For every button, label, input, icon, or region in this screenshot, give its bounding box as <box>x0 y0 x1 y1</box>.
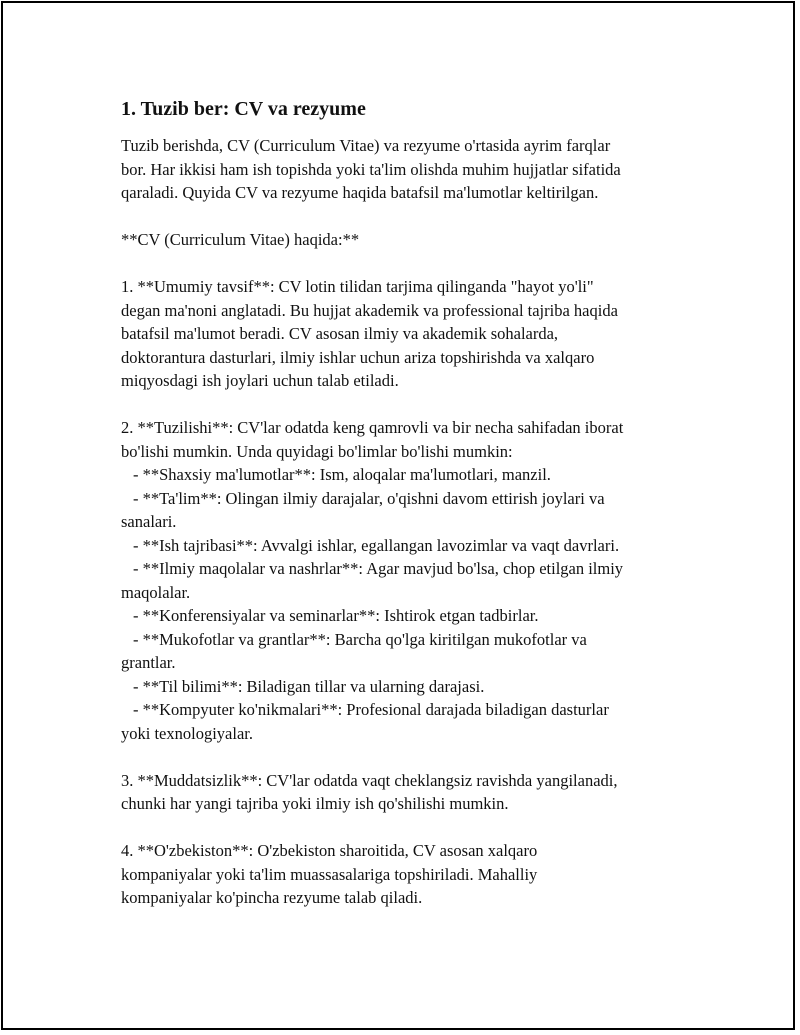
sub-item-line: - **Til bilimi**: Biladigan tillar va ularning darajasi. <box>133 676 485 696</box>
text-line: batafsil ma'lumot beradi. CV asosan ilmiy va akademik sohalarda, <box>121 324 559 343</box>
text-line: kompaniyalar ko'pincha rezyume talab qiladi. <box>121 888 423 907</box>
item-3-paragraph <box>121 769 701 816</box>
document-heading: 1. Tuzib ber: CV va rezyume <box>121 98 366 120</box>
sub-item-line: - **Kompyuter ko'nikmalari**: Profesional darajada biladigan dasturlar <box>133 700 609 719</box>
text-line: Tuzib berishda, CV (Curriculum Vitae) va rezyume o'rtasida ayrim farqlar <box>121 136 611 155</box>
sub-item-line: - **Konferensiyalar va seminarlar**: Ishtirok etgan tadbirlar. <box>133 606 539 625</box>
text-line: doktorantura dasturlari, ilmiy ishlar uchun ariza topshirishda va xalqaro <box>121 347 595 367</box>
text-line: 4. **O'zbekiston**: O'zbekiston sharoitida, CV asosan xalqaro <box>121 841 538 860</box>
text-line: bo'lishi mumkin. Unda quyidagi bo'limlar bo'lishi mumkin: <box>121 441 513 461</box>
text-line: 3. **Muddatsizlik**: CV'lar odatda vaqt cheklangsiz ravishda yangilanadi, <box>121 770 618 790</box>
text-line: chunki har yangi tajriba yoki ilmiy ish qo'shilishi mumkin. <box>121 794 509 813</box>
sub-item-line: - **Shaxsiy ma'lumotlar**: Ism, aloqalar ma'lumotlari, manzil. <box>133 465 551 484</box>
sub-item-line: - **Ilmiy maqolalar va nashrlar**: Agar mavjud bo'lsa, chop etilgan ilmiy <box>133 559 624 578</box>
sub-item-line: - **Mukofotlar va grantlar**: Barcha qo'lga kiritilgan mukofotlar va <box>133 629 587 649</box>
item-1-paragraph <box>121 275 701 393</box>
item-4-paragraph <box>121 839 701 910</box>
intro-paragraph <box>121 134 701 205</box>
sub-item-continuation: grantlar. <box>121 653 176 672</box>
text-line: kompaniyalar yoki ta'lim muassasalariga topshiriladi. Mahalliy <box>121 864 538 884</box>
text-line: 1. **Umumiy tavsif**: CV lotin tilidan tarjima qilinganda "hayot yo'li" <box>121 277 594 296</box>
text-line: miqyosdagi ish joylari uchun talab etiladi. <box>121 371 399 390</box>
sub-item-continuation: maqolalar. <box>121 582 191 602</box>
sub-item-continuation: yoki texnologiyalar. <box>121 723 253 743</box>
item-2-paragraph <box>121 416 701 745</box>
text-line: qaraladi. Quyida CV va rezyume haqida batafsil ma'lumotlar keltirilgan. <box>121 183 599 202</box>
sub-item-line: - **Ish tajribasi**: Avvalgi ishlar, egallangan lavozimlar va vaqt davrlari. <box>133 535 620 555</box>
page-frame <box>1 1 795 1030</box>
text-line: degan ma'noni anglatadi. Bu hujjat akademik va professional tajriba haqida <box>121 300 618 320</box>
sub-item-continuation: sanalari. <box>121 512 177 531</box>
cv-section-heading: **CV (Curriculum Vitae) haqida:** <box>121 230 360 249</box>
sub-item-line: - **Ta'lim**: Olingan ilmiy darajalar, o'qishni davom ettirish joylari va <box>133 488 605 508</box>
text-line: bor. Har ikkisi ham ish topishda yoki ta'lim olishda muhim hujjatlar sifatida <box>121 159 621 179</box>
document-body <box>121 96 701 910</box>
text-line: 2. **Tuzilishi**: CV'lar odatda keng qamrovli va bir necha sahifadan iborat <box>121 418 624 437</box>
